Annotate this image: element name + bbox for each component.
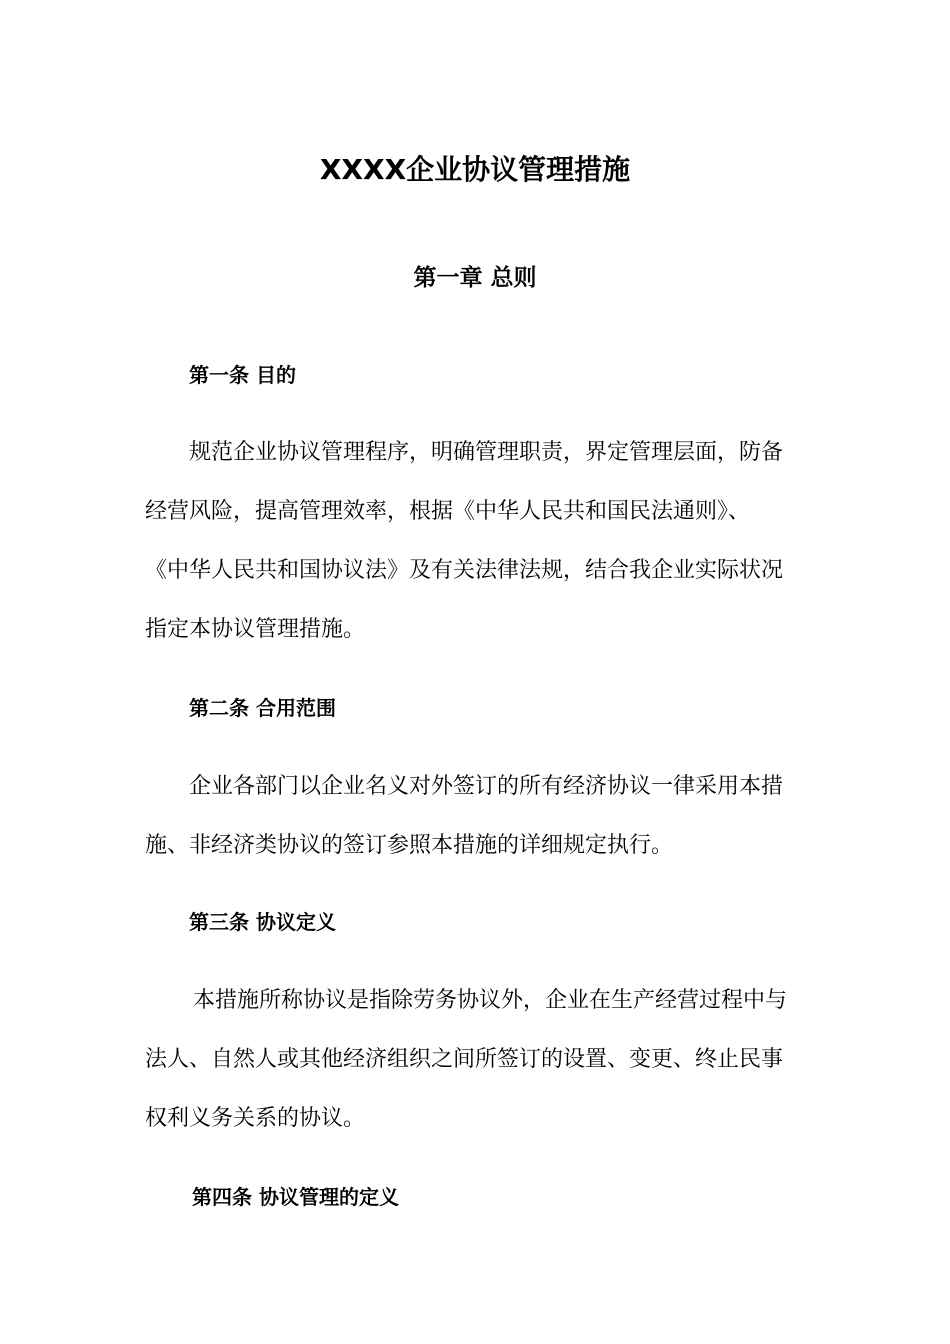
article-3-paragraph	[145, 986, 795, 1163]
article-3-heading: 第三条 协议定义	[189, 910, 336, 934]
paragraph-line: 本措施所称协议是指除劳务协议外，企业在生产经营过程中与	[193, 988, 788, 1013]
paragraph-line: 法人、自然人或其他经济组织之间所签订的设置、变更、终止民事	[145, 1047, 784, 1072]
article-1-paragraph	[145, 438, 795, 674]
paragraph-line: 权利义务关系的协议。	[145, 1106, 366, 1131]
document-title: XXXX企业协议管理措施	[319, 153, 631, 186]
article-2-paragraph	[145, 772, 795, 890]
chapter-title: 第一章 总则	[413, 265, 537, 291]
paragraph-line: 企业各部门以企业名义对外签订的所有经济协议一律采用本措	[189, 774, 784, 799]
article-4-heading: 第四条 协议管理的定义	[192, 1185, 399, 1209]
paragraph-line: 指定本协议管理措施。	[145, 617, 366, 642]
paragraph-line: 施、非经济类协议的签订参照本措施的详细规定执行。	[145, 833, 674, 858]
article-1-heading: 第一条 目的	[189, 363, 296, 387]
paragraph-line: 经营风险，提高管理效率，根据《中华人民共和国民法通则》、	[145, 499, 751, 524]
paragraph-line: 规范企业协议管理程序，明确管理职责，界定管理层面，防备	[189, 440, 784, 465]
article-2-heading: 第二条 合用范围	[189, 696, 336, 720]
paragraph-line: 《中华人民共和国协议法》及有关法律法规，结合我企业实际状况	[145, 558, 784, 583]
